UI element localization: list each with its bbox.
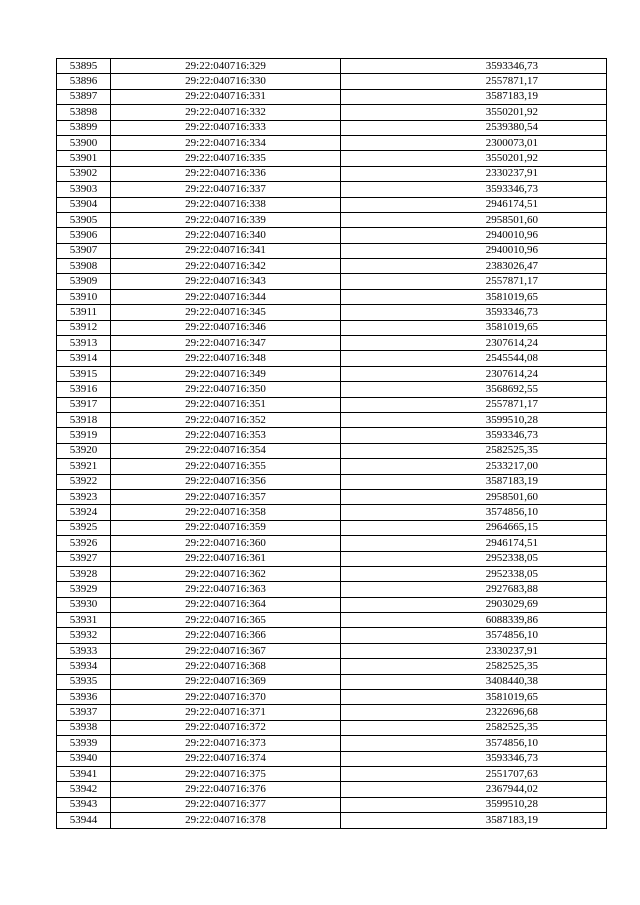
cadastral-number-cell: 29:22:040716:337 <box>111 182 341 197</box>
cadastral-value-cell: 2557871,17 <box>341 397 607 412</box>
table-row <box>57 59 607 74</box>
row-number-cell: 53928 <box>57 566 111 581</box>
cadastral-value-cell: 2330237,91 <box>341 643 607 658</box>
cadastral-value-cell: 3581019,65 <box>341 690 607 705</box>
row-number-cell: 53920 <box>57 443 111 458</box>
row-number-cell: 53896 <box>57 74 111 89</box>
cadastral-number-cell: 29:22:040716:343 <box>111 274 341 289</box>
cadastral-number-cell: 29:22:040716:371 <box>111 705 341 720</box>
row-number-cell: 53929 <box>57 582 111 597</box>
cadastral-number-cell: 29:22:040716:338 <box>111 197 341 212</box>
row-number-cell: 53895 <box>57 59 111 74</box>
cadastral-value-cell: 3593346,73 <box>341 182 607 197</box>
row-number-cell: 53907 <box>57 243 111 258</box>
cadastral-value-cell: 3599510,28 <box>341 412 607 427</box>
row-number-cell: 53899 <box>57 120 111 135</box>
cadastral-number-cell: 29:22:040716:336 <box>111 166 341 181</box>
table-row <box>57 259 607 274</box>
row-number-cell: 53912 <box>57 320 111 335</box>
cadastral-number-cell: 29:22:040716:357 <box>111 489 341 504</box>
table-row <box>57 520 607 535</box>
cadastral-value-cell: 2952338,05 <box>341 566 607 581</box>
cadastral-number-cell: 29:22:040716:353 <box>111 428 341 443</box>
table-row <box>57 751 607 766</box>
cadastral-number-cell: 29:22:040716:345 <box>111 305 341 320</box>
cadastral-number-cell: 29:22:040716:378 <box>111 813 341 828</box>
table-row <box>57 428 607 443</box>
cadastral-value-cell: 3587183,19 <box>341 474 607 489</box>
row-number-cell: 53918 <box>57 412 111 427</box>
row-number-cell: 53904 <box>57 197 111 212</box>
row-number-cell: 53909 <box>57 274 111 289</box>
row-number-cell: 53939 <box>57 736 111 751</box>
cadastral-value-cell: 3593346,73 <box>341 428 607 443</box>
cadastral-value-cell: 2367944,02 <box>341 782 607 797</box>
cadastral-value-cell: 3408440,38 <box>341 674 607 689</box>
table-row <box>57 120 607 135</box>
cadastral-value-cell: 2582525,35 <box>341 443 607 458</box>
cadastral-number-cell: 29:22:040716:351 <box>111 397 341 412</box>
row-number-cell: 53930 <box>57 597 111 612</box>
table-row <box>57 89 607 104</box>
cadastral-value-cell: 2964665,15 <box>341 520 607 535</box>
cadastral-value-table <box>56 58 607 829</box>
row-number-cell: 53926 <box>57 536 111 551</box>
cadastral-number-cell: 29:22:040716:334 <box>111 135 341 150</box>
cadastral-value-cell: 2958501,60 <box>341 489 607 504</box>
cadastral-number-cell: 29:22:040716:377 <box>111 797 341 812</box>
cadastral-value-cell: 2927683,88 <box>341 582 607 597</box>
cadastral-value-cell: 2383026,47 <box>341 259 607 274</box>
table-row <box>57 720 607 735</box>
row-number-cell: 53903 <box>57 182 111 197</box>
table-row <box>57 289 607 304</box>
cadastral-value-cell: 2903029,69 <box>341 597 607 612</box>
cadastral-number-cell: 29:22:040716:365 <box>111 613 341 628</box>
row-number-cell: 53927 <box>57 551 111 566</box>
cadastral-value-cell: 2940010,96 <box>341 228 607 243</box>
cadastral-number-cell: 29:22:040716:369 <box>111 674 341 689</box>
cadastral-value-cell: 2946174,51 <box>341 197 607 212</box>
table-row <box>57 412 607 427</box>
row-number-cell: 53933 <box>57 643 111 658</box>
cadastral-number-cell: 29:22:040716:359 <box>111 520 341 535</box>
cadastral-number-cell: 29:22:040716:349 <box>111 366 341 381</box>
cadastral-value-cell: 3599510,28 <box>341 797 607 812</box>
row-number-cell: 53908 <box>57 259 111 274</box>
cadastral-number-cell: 29:22:040716:367 <box>111 643 341 658</box>
cadastral-number-cell: 29:22:040716:366 <box>111 628 341 643</box>
row-number-cell: 53919 <box>57 428 111 443</box>
table-row <box>57 212 607 227</box>
cadastral-number-cell: 29:22:040716:360 <box>111 536 341 551</box>
table-row <box>57 474 607 489</box>
table-row <box>57 243 607 258</box>
cadastral-value-cell: 6088339,86 <box>341 613 607 628</box>
cadastral-value-cell: 3593346,73 <box>341 59 607 74</box>
row-number-cell: 53897 <box>57 89 111 104</box>
row-number-cell: 53938 <box>57 720 111 735</box>
table-row <box>57 74 607 89</box>
table-row <box>57 782 607 797</box>
cadastral-value-cell: 3593346,73 <box>341 305 607 320</box>
cadastral-number-cell: 29:22:040716:356 <box>111 474 341 489</box>
table-row <box>57 182 607 197</box>
cadastral-number-cell: 29:22:040716:339 <box>111 212 341 227</box>
table-row <box>57 443 607 458</box>
cadastral-value-cell: 3550201,92 <box>341 151 607 166</box>
table-row <box>57 166 607 181</box>
cadastral-value-cell: 2582525,35 <box>341 720 607 735</box>
cadastral-number-cell: 29:22:040716:342 <box>111 259 341 274</box>
cadastral-number-cell: 29:22:040716:361 <box>111 551 341 566</box>
table-row <box>57 797 607 812</box>
table-row <box>57 305 607 320</box>
row-number-cell: 53943 <box>57 797 111 812</box>
table-row <box>57 551 607 566</box>
cadastral-value-cell: 3574856,10 <box>341 736 607 751</box>
table-row <box>57 228 607 243</box>
row-number-cell: 53942 <box>57 782 111 797</box>
cadastral-number-cell: 29:22:040716:335 <box>111 151 341 166</box>
row-number-cell: 53935 <box>57 674 111 689</box>
table-row <box>57 151 607 166</box>
cadastral-value-cell: 2330237,91 <box>341 166 607 181</box>
table-row <box>57 459 607 474</box>
cadastral-value-cell: 2322696,68 <box>341 705 607 720</box>
table-row <box>57 813 607 828</box>
cadastral-value-cell: 2557871,17 <box>341 274 607 289</box>
row-number-cell: 53906 <box>57 228 111 243</box>
cadastral-number-cell: 29:22:040716:346 <box>111 320 341 335</box>
cadastral-value-cell: 3587183,19 <box>341 89 607 104</box>
cadastral-number-cell: 29:22:040716:373 <box>111 736 341 751</box>
cadastral-number-cell: 29:22:040716:330 <box>111 74 341 89</box>
cadastral-number-cell: 29:22:040716:348 <box>111 351 341 366</box>
row-number-cell: 53905 <box>57 212 111 227</box>
row-number-cell: 53900 <box>57 135 111 150</box>
row-number-cell: 53898 <box>57 105 111 120</box>
table-row <box>57 351 607 366</box>
table-row <box>57 105 607 120</box>
cadastral-number-cell: 29:22:040716:376 <box>111 782 341 797</box>
cadastral-value-cell: 3581019,65 <box>341 289 607 304</box>
cadastral-number-cell: 29:22:040716:341 <box>111 243 341 258</box>
cadastral-number-cell: 29:22:040716:364 <box>111 597 341 612</box>
cadastral-value-cell: 3550201,92 <box>341 105 607 120</box>
table-row <box>57 320 607 335</box>
cadastral-number-cell: 29:22:040716:340 <box>111 228 341 243</box>
cadastral-number-cell: 29:22:040716:375 <box>111 766 341 781</box>
row-number-cell: 53921 <box>57 459 111 474</box>
table-row <box>57 690 607 705</box>
table-row <box>57 536 607 551</box>
row-number-cell: 53914 <box>57 351 111 366</box>
cadastral-number-cell: 29:22:040716:332 <box>111 105 341 120</box>
cadastral-value-cell: 2940010,96 <box>341 243 607 258</box>
row-number-cell: 53917 <box>57 397 111 412</box>
cadastral-value-cell: 2533217,00 <box>341 459 607 474</box>
row-number-cell: 53925 <box>57 520 111 535</box>
row-number-cell: 53915 <box>57 366 111 381</box>
cadastral-value-cell: 2958501,60 <box>341 212 607 227</box>
row-number-cell: 53922 <box>57 474 111 489</box>
table-row <box>57 566 607 581</box>
row-number-cell: 53932 <box>57 628 111 643</box>
table-row <box>57 597 607 612</box>
cadastral-number-cell: 29:22:040716:363 <box>111 582 341 597</box>
cadastral-number-cell: 29:22:040716:370 <box>111 690 341 705</box>
row-number-cell: 53924 <box>57 505 111 520</box>
table-body <box>57 59 607 829</box>
table-row <box>57 674 607 689</box>
cadastral-number-cell: 29:22:040716:329 <box>111 59 341 74</box>
cadastral-value-cell: 3581019,65 <box>341 320 607 335</box>
table-row <box>57 582 607 597</box>
cadastral-number-cell: 29:22:040716:372 <box>111 720 341 735</box>
table-row <box>57 274 607 289</box>
table-row <box>57 197 607 212</box>
row-number-cell: 53931 <box>57 613 111 628</box>
cadastral-value-cell: 2946174,51 <box>341 536 607 551</box>
cadastral-value-cell: 2582525,35 <box>341 659 607 674</box>
cadastral-value-cell: 2300073,01 <box>341 135 607 150</box>
row-number-cell: 53934 <box>57 659 111 674</box>
table-row <box>57 366 607 381</box>
row-number-cell: 53937 <box>57 705 111 720</box>
cadastral-number-cell: 29:22:040716:352 <box>111 412 341 427</box>
cadastral-number-cell: 29:22:040716:368 <box>111 659 341 674</box>
table-row <box>57 766 607 781</box>
cadastral-number-cell: 29:22:040716:347 <box>111 336 341 351</box>
cadastral-value-cell: 2539380,54 <box>341 120 607 135</box>
row-number-cell: 53944 <box>57 813 111 828</box>
row-number-cell: 53902 <box>57 166 111 181</box>
table-row <box>57 659 607 674</box>
table-row <box>57 736 607 751</box>
row-number-cell: 53916 <box>57 382 111 397</box>
table-row <box>57 643 607 658</box>
cadastral-value-cell: 3574856,10 <box>341 505 607 520</box>
table-row <box>57 489 607 504</box>
table-row <box>57 336 607 351</box>
row-number-cell: 53913 <box>57 336 111 351</box>
cadastral-value-cell: 2551707,63 <box>341 766 607 781</box>
table-row <box>57 628 607 643</box>
row-number-cell: 53923 <box>57 489 111 504</box>
row-number-cell: 53901 <box>57 151 111 166</box>
cadastral-value-cell: 3593346,73 <box>341 751 607 766</box>
cadastral-value-cell: 2307614,24 <box>341 366 607 381</box>
cadastral-number-cell: 29:22:040716:362 <box>111 566 341 581</box>
cadastral-number-cell: 29:22:040716:374 <box>111 751 341 766</box>
row-number-cell: 53941 <box>57 766 111 781</box>
cadastral-value-cell: 3574856,10 <box>341 628 607 643</box>
cadastral-number-cell: 29:22:040716:331 <box>111 89 341 104</box>
cadastral-number-cell: 29:22:040716:358 <box>111 505 341 520</box>
row-number-cell: 53910 <box>57 289 111 304</box>
cadastral-value-cell: 2557871,17 <box>341 74 607 89</box>
cadastral-value-cell: 2307614,24 <box>341 336 607 351</box>
cadastral-number-cell: 29:22:040716:350 <box>111 382 341 397</box>
cadastral-value-cell: 3568692,55 <box>341 382 607 397</box>
table-row <box>57 705 607 720</box>
table-row <box>57 135 607 150</box>
cadastral-number-cell: 29:22:040716:333 <box>111 120 341 135</box>
table-row <box>57 382 607 397</box>
row-number-cell: 53936 <box>57 690 111 705</box>
cadastral-value-cell: 2545544,08 <box>341 351 607 366</box>
table-row <box>57 397 607 412</box>
cadastral-number-cell: 29:22:040716:355 <box>111 459 341 474</box>
row-number-cell: 53940 <box>57 751 111 766</box>
cadastral-number-cell: 29:22:040716:354 <box>111 443 341 458</box>
row-number-cell: 53911 <box>57 305 111 320</box>
table-row <box>57 505 607 520</box>
cadastral-value-cell: 2952338,05 <box>341 551 607 566</box>
table-row <box>57 613 607 628</box>
cadastral-value-cell: 3587183,19 <box>341 813 607 828</box>
cadastral-number-cell: 29:22:040716:344 <box>111 289 341 304</box>
